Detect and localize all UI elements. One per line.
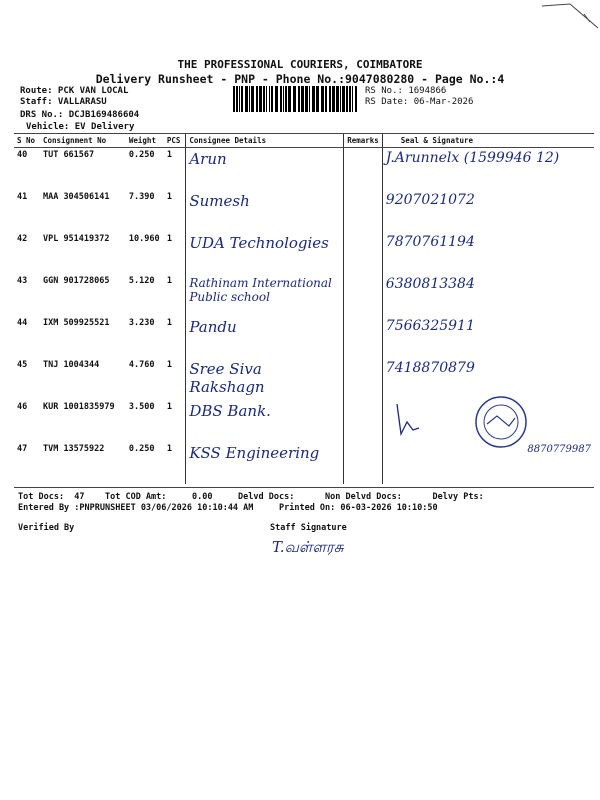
cell-sno: 43 [17,276,28,286]
cell-pcs: 1 [166,444,172,454]
route-label: Route: PCK VAN LOCAL [20,86,129,96]
cell-remarks [344,400,383,442]
signature-handwritten: 7566325911 [385,318,475,334]
cell-remarks [344,190,383,232]
table-bottom-rule [14,487,594,488]
consignee-handwritten: UDA Technologies [189,234,329,252]
cell-consignment: VPL 951419372 [42,234,110,244]
col-consignment: Consignment No [40,134,126,148]
table-row [14,274,594,316]
table-row [14,190,594,232]
table-row [14,148,594,191]
cell-weight: 5.120 [128,276,155,286]
cell-remarks [344,232,383,274]
cell-pcs: 1 [166,318,172,328]
cell-consignment: IXM 509925521 [42,318,110,328]
signature-handwritten: 7870761194 [385,234,475,250]
col-remarks: Remarks [344,134,383,148]
vehicle-label: Vehicle: EV Delivery [26,122,135,132]
cell-remarks [344,148,383,191]
totals-line: Tot Docs: 47 Tot COD Amt: 0.00 Delvd Docs: Non Delvd Docs: Delvy Pts: [18,492,484,502]
cell-weight: 0.250 [128,150,155,160]
consignee-handwritten: KSS Engineering [189,444,320,462]
drs-label: DRS No.: DCJB169486604 [20,110,140,120]
consignee-handwritten: Rathinam International Public school [189,276,332,304]
rs-date: RS Date: 06-Mar-2026 [365,97,474,107]
signature-handwritten: 8870779987 [527,444,591,455]
cell-pcs: 1 [166,234,172,244]
company-seal-stamp [473,394,529,450]
cell-sno: 40 [17,150,28,160]
consignee-handwritten: Arun [189,150,227,168]
cell-consignment: TNJ 1004344 [42,360,100,370]
cell-remarks [344,442,383,484]
cell-weight: 0.250 [128,444,155,454]
cell-sno: 46 [17,402,28,412]
cell-sno: 42 [17,234,28,244]
cell-remarks [344,274,383,316]
col-sno: S No [14,134,40,148]
cell-weight: 4.760 [128,360,155,370]
cell-sno: 41 [17,192,28,202]
cell-weight: 10.960 [128,234,160,244]
cell-weight: 3.230 [128,318,155,328]
consignee-handwritten: Sumesh [189,192,250,210]
cell-remarks [344,358,383,400]
consignee-handwritten: Sree Siva Rakshagn [189,360,265,396]
staff-signature-label: Staff Signature [270,523,347,533]
cell-weight: 7.390 [128,192,155,202]
cell-weight: 3.500 [128,402,155,412]
col-consignee: Consignee Details [186,134,344,148]
table-row [14,316,594,358]
staff-label: Staff: VALLARASU [20,97,107,107]
table-header-row [14,134,594,148]
verified-by-label: Verified By [18,523,75,533]
cell-sno: 47 [17,444,28,454]
cell-pcs: 1 [166,402,172,412]
signature-handwritten: 6380813384 [385,276,475,292]
staff-signature-handwritten: T.வள்ளரசு [272,538,344,556]
cell-pcs: 1 [166,276,172,286]
runsheet-table [14,133,594,484]
cell-pcs: 1 [166,360,172,370]
col-weight: Weight [126,134,164,148]
corner-scribble [540,0,600,40]
table-row [14,400,594,442]
entered-by-line: Entered By :PNPRUNSHEET 03/06/2026 10:10:44 AM Printed On: 06-03-2026 10:10:50 [18,503,438,513]
cell-sno: 45 [17,360,28,370]
cell-sno: 44 [17,318,28,328]
rs-number: RS No.: 1694866 [365,86,447,96]
consignee-handwritten: Pandu [189,318,237,336]
signature-handwritten: 9207021072 [385,192,475,208]
cell-remarks [344,316,383,358]
cell-pcs: 1 [166,192,172,202]
cell-consignment: TUT 661567 [42,150,95,160]
col-seal: Seal & Signature [382,134,594,148]
col-pcs: PCS [164,134,186,148]
cell-consignment: GGN 901728065 [42,276,110,286]
signature-handwritten: 7418870879 [385,360,475,376]
cell-consignment: TVM 13575922 [42,444,105,454]
company-title: THE PROFESSIONAL COURIERS, COIMBATORE [177,58,423,71]
consignee-handwritten: DBS Bank. [189,402,271,420]
cell-pcs: 1 [166,150,172,160]
runsheet-subtitle: Delivery Runsheet - PNP - Phone No.:9047080280 - Page No.:4 [95,72,505,86]
cell-consignment: MAA 304506141 [42,192,110,202]
table-row [14,232,594,274]
signature-scribble [393,400,433,440]
barcode [233,86,360,112]
cell-consignment: KUR 1001835979 [42,402,115,412]
signature-handwritten: J.Arunnelx (1599946 12) [385,150,560,166]
